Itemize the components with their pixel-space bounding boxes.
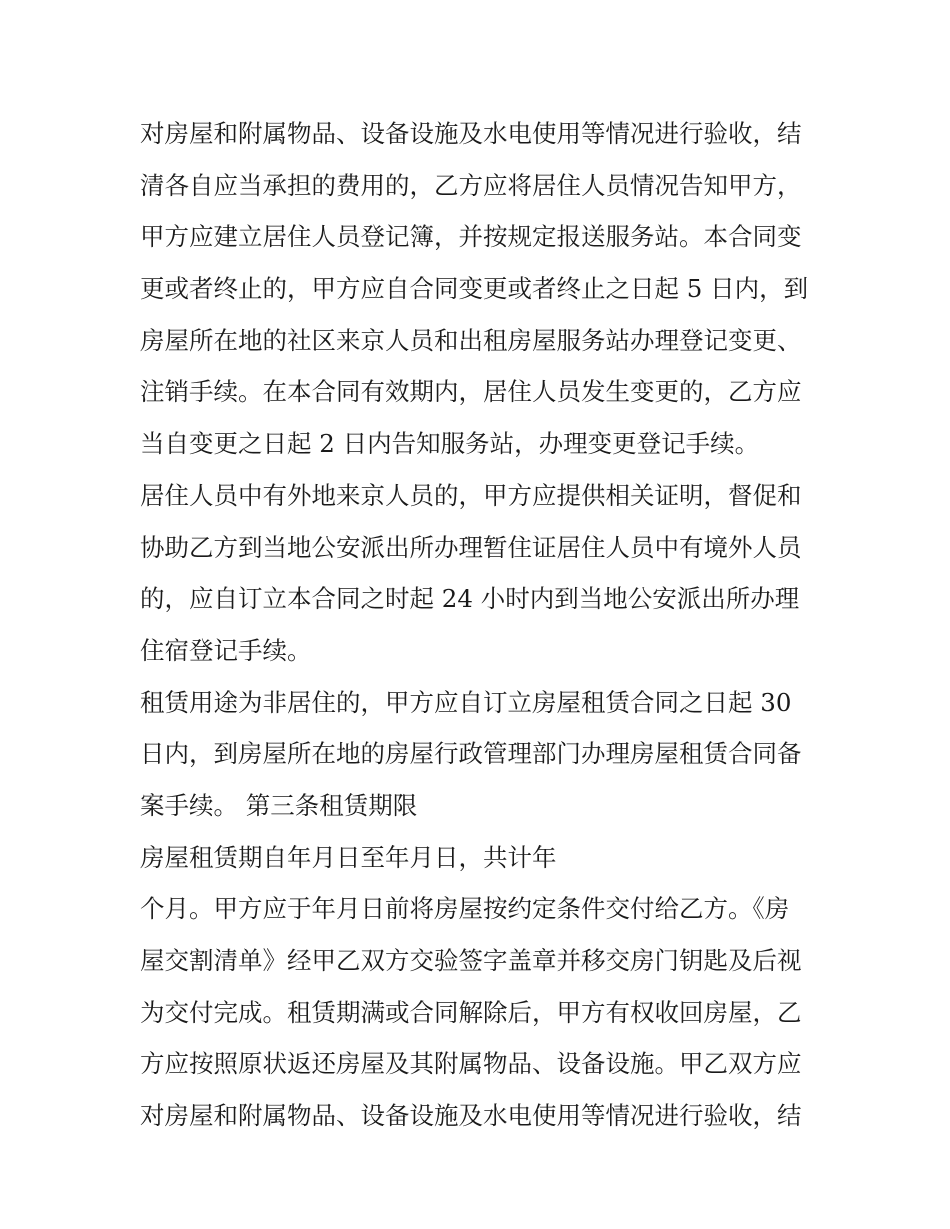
text-line: 为交付完成。租赁期满或合同解除后，甲方有权收回房屋，乙 (140, 997, 802, 1027)
text-line: 案手续。 第三条租赁期限 (140, 790, 418, 820)
text-line: 的，应自订立本合同之时起 24 小时内到当地公安派出所办理 (140, 584, 800, 614)
text-line: 对房屋和附属物品、设备设施及水电使用等情况进行验收，结 (140, 1101, 802, 1131)
text-line: 注销手续。在本合同有效期内，居住人员发生变更的，乙方应 (140, 377, 802, 407)
text-line: 住宿登记手续。 (140, 635, 312, 665)
text-line: 甲方应建立居住人员登记簿，并按规定报送服务站。本合同变 (140, 222, 802, 252)
text-line: 协助乙方到当地公安派出所办理暂住证居住人员中有境外人员 (140, 532, 802, 562)
text-line: 屋交割清单》经甲乙双方交验签字盖章并移交房门钥匙及后视 (140, 946, 802, 975)
text-line: 个月。甲方应于年月日前将房屋按约定条件交付给乙方。《房 (140, 894, 790, 924)
text-line: 日内，到房屋所在地的房屋行政管理部门办理房屋租赁合同备 (140, 739, 802, 769)
text-line: 清各自应当承担的费用的，乙方应将居住人员情况告知甲方， (140, 170, 802, 200)
text-line: 房屋租赁期自年月日至年月日，共计年 (140, 842, 557, 872)
text-line: 方应按照原状返还房屋及其附属物品、设备设施。甲乙双方应 (140, 1049, 802, 1079)
document-body (140, 108, 820, 1142)
text-line: 房屋所在地的社区来京人员和出租房屋服务站办理登记变更、 (140, 325, 802, 355)
text-line: 对房屋和附属物品、设备设施及水电使用等情况进行验收，结 (140, 119, 802, 148)
text-line: 更或者终止的，甲方应自合同变更或者终止之日起 5 日内，到 (140, 274, 809, 304)
text-line: 租赁用途为非居住的，甲方应自订立房屋租赁合同之日起 30 (140, 687, 792, 717)
text-line: 当自变更之日起 2 日内告知服务站，办理变更登记手续。 (140, 429, 760, 459)
text-line: 居住人员中有外地来京人员的，甲方应提供相关证明，督促和 (140, 480, 802, 510)
